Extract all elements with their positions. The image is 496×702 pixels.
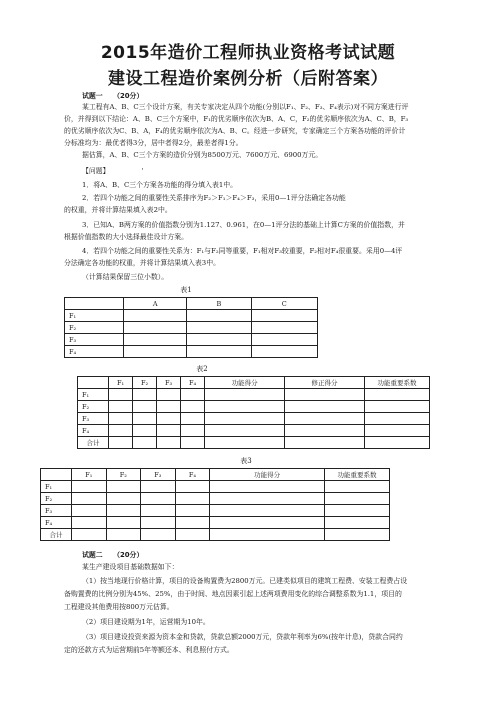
table-row xyxy=(78,389,430,401)
table-cell xyxy=(187,346,251,358)
table-cell xyxy=(181,401,205,413)
table-cell xyxy=(157,401,181,413)
table-header-cell: 修正得分 xyxy=(285,377,365,389)
q2-text-line: 工程建设其他费用按800万元估算。 xyxy=(64,603,174,611)
table-cell xyxy=(181,425,205,437)
table-cell xyxy=(205,437,285,449)
q2-text-line: 某生产建设项目基础数据如下： xyxy=(82,563,179,571)
table-cell xyxy=(109,389,133,401)
table-header-cell xyxy=(78,377,109,389)
table-row xyxy=(41,517,390,529)
table-cell xyxy=(133,425,157,437)
row-label: F₂ xyxy=(65,322,124,334)
table1-caption: 表1 xyxy=(180,286,192,294)
row-label: F₁ xyxy=(78,389,109,401)
table-header-cell: F₂ xyxy=(106,469,141,481)
table-cell xyxy=(210,481,325,493)
row-label: F₄ xyxy=(65,346,124,358)
table-cell xyxy=(181,389,205,401)
table-cell xyxy=(72,517,107,529)
table-header-cell: F₂ xyxy=(133,377,157,389)
row-label: F₄ xyxy=(78,425,109,437)
table-header-cell: 功能重要系数 xyxy=(365,377,430,389)
table-cell xyxy=(365,401,430,413)
table-cell xyxy=(141,493,176,505)
row-label: F₃ xyxy=(78,413,109,425)
table-cell xyxy=(157,425,181,437)
q1-questions-heading: 【问题】 xyxy=(82,167,110,175)
table-header-row xyxy=(65,298,318,310)
row-label: F₁ xyxy=(41,481,72,493)
table-cell xyxy=(124,334,187,346)
table-cell xyxy=(133,389,157,401)
table-header-cell xyxy=(65,298,124,310)
table-cell xyxy=(210,529,325,541)
q2-text-line: （3）项目建设投资来源为资本金和贷款，贷款总额2000万元，贷款年利率为6%(按年计息)，贷款合同约 xyxy=(82,633,403,641)
table-cell xyxy=(285,389,365,401)
table-cell xyxy=(187,322,251,334)
table-header-cell: 功能得分 xyxy=(205,377,285,389)
q1-question-4-cont: 分法确定各功能的权重，并将计算结果填入表3中。 xyxy=(64,259,220,267)
table-cell xyxy=(106,481,141,493)
table-header-cell: B xyxy=(187,298,251,310)
q1-points: （20分） xyxy=(113,92,144,100)
row-label: 合计 xyxy=(41,529,72,541)
table-cell xyxy=(325,481,390,493)
table-cell xyxy=(210,505,325,517)
table-cell xyxy=(325,529,390,541)
table-cell xyxy=(109,401,133,413)
table-header-cell: F₃ xyxy=(157,377,181,389)
table-cell xyxy=(205,425,285,437)
table-cell xyxy=(141,529,176,541)
q1-question-4: 4．若四个功能之间的重要性关系为：F₁与F₂同等重要，F₁相对F₃较重要，F₂相对F₄很重要。采用0—4评 xyxy=(82,247,403,255)
table-cell xyxy=(109,437,133,449)
table-row xyxy=(78,401,430,413)
table-row xyxy=(41,505,390,517)
document-title: 2015年造价工程师执业资格考试试题 xyxy=(100,43,396,63)
table-cell xyxy=(251,346,317,358)
table-cell xyxy=(133,437,157,449)
table-cell xyxy=(365,413,430,425)
table-cell xyxy=(365,437,430,449)
q1-question-1: 1．将A、B、C三个方案各功能的得分填入表1中。 xyxy=(82,181,238,189)
table-row xyxy=(65,310,318,322)
table-row xyxy=(65,322,318,334)
table-cell xyxy=(106,505,141,517)
table-header-row xyxy=(41,469,390,481)
q1-question-2: 2．若四个功能之间的重要性关系排序为F₂＞F₁＞F₄＞F₃，采用0—1评分法确定各功能 xyxy=(82,194,346,202)
table1 xyxy=(64,297,318,358)
table3-caption: 表3 xyxy=(240,457,252,465)
table-cell xyxy=(175,529,210,541)
table-row xyxy=(41,481,390,493)
q1-question-3-cont: 根据价值指数的大小选择最佳设计方案。 xyxy=(64,233,189,241)
row-label: 合计 xyxy=(78,437,109,449)
table-cell xyxy=(181,437,205,449)
table-cell xyxy=(251,310,317,322)
table-cell xyxy=(72,529,107,541)
table-cell xyxy=(124,346,187,358)
q1-heading-row xyxy=(82,91,462,101)
table-cell xyxy=(365,389,430,401)
q2-heading-row xyxy=(82,550,462,560)
table-cell xyxy=(141,505,176,517)
table-cell xyxy=(141,481,176,493)
table-header-cell: A xyxy=(124,298,187,310)
table-header-cell: F₁ xyxy=(109,377,133,389)
table-cell xyxy=(325,505,390,517)
table-cell xyxy=(187,334,251,346)
table-header-cell: 功能得分 xyxy=(210,469,325,481)
table-cell xyxy=(72,505,107,517)
table-row xyxy=(41,493,390,505)
table-cell xyxy=(157,437,181,449)
table-cell xyxy=(106,529,141,541)
row-label: F₁ xyxy=(65,310,124,322)
table-cell xyxy=(210,517,325,529)
table-cell xyxy=(157,413,181,425)
row-label: F₂ xyxy=(78,401,109,413)
table-header-cell: F₄ xyxy=(181,377,205,389)
table-cell xyxy=(205,401,285,413)
table-header-cell: C xyxy=(251,298,317,310)
table-cell xyxy=(106,517,141,529)
table-row xyxy=(65,334,318,346)
q2-text-line: 定的还款方式为运营期前5年等额还本、利息照付方式。 xyxy=(64,646,234,654)
q1-questions-heading-row xyxy=(82,166,462,176)
q1-stray-mark: ' xyxy=(141,167,144,175)
q2-points: （20分） xyxy=(113,551,144,559)
q2-text-line: 备购置费的比例分别为45%、25%，由于时间、地点因素引起上述两项费用变化的综合调整系数为1.1，项目的 xyxy=(64,590,402,598)
table-row xyxy=(78,437,430,449)
table-row xyxy=(65,346,318,358)
table3 xyxy=(40,468,390,541)
table-cell xyxy=(251,322,317,334)
document-subtitle: 建设工程造价案例分析（后附答案） xyxy=(108,69,388,89)
table-cell xyxy=(124,310,187,322)
table2 xyxy=(77,376,430,449)
q2-heading: 试题二 xyxy=(82,551,103,559)
table-cell xyxy=(124,322,187,334)
row-label: F₃ xyxy=(65,334,124,346)
row-label: F₄ xyxy=(41,517,72,529)
q1-rounding-note: （计算结果保留三位小数）。 xyxy=(82,273,169,281)
table-cell xyxy=(157,389,181,401)
table-header-cell xyxy=(41,469,72,481)
table-cell xyxy=(72,493,107,505)
table-cell xyxy=(106,493,141,505)
table-cell xyxy=(72,481,107,493)
table-cell xyxy=(285,413,365,425)
q1-heading: 试题一 xyxy=(82,92,103,100)
table2-caption: 表2 xyxy=(196,365,208,373)
q1-question-3: 3．已知A、B两方案的价值指数分别为1.127、0.961，在0—1评分法的基础上计算C方案的价值指数，并 xyxy=(82,221,405,229)
table-row xyxy=(41,529,390,541)
table-cell xyxy=(325,493,390,505)
row-label: F₃ xyxy=(41,505,72,517)
table-cell xyxy=(187,310,251,322)
table-cell xyxy=(133,401,157,413)
q1-text-line: 分标准均为：最优者得3分，居中者得2分，最差者得1分。 xyxy=(64,139,243,147)
table-row xyxy=(78,425,430,437)
table-cell xyxy=(109,425,133,437)
table-header-row xyxy=(78,377,430,389)
table-cell xyxy=(109,413,133,425)
q1-question-2-cont: 的权重，并将计算结果填入表2中。 xyxy=(64,206,172,214)
table-cell xyxy=(205,389,285,401)
table-cell xyxy=(175,505,210,517)
q1-text-line: 据估算，A、B、C三个方案的造价分别为8500万元、7600万元、6900万元。 xyxy=(82,151,323,159)
table-cell xyxy=(133,413,157,425)
table-cell xyxy=(285,401,365,413)
table-header-cell: 功能重要系数 xyxy=(325,469,390,481)
table-header-cell: F₃ xyxy=(141,469,176,481)
table-cell xyxy=(175,493,210,505)
table-header-cell: F₄ xyxy=(175,469,210,481)
q2-text-line: （2）项目建设期为1年，运营期为10年。 xyxy=(82,618,210,626)
table-cell xyxy=(251,334,317,346)
q1-text-line: 某工程有A、B、C三个设计方案，有关专家决定从四个功能(分别以F₁、F₂、F₃、F₄表示)对不同方案进行评 xyxy=(82,103,409,111)
table-cell xyxy=(325,517,390,529)
table-cell xyxy=(285,425,365,437)
table-cell xyxy=(175,481,210,493)
table-cell xyxy=(285,437,365,449)
q1-text-line: 的优劣顺序依次为C、B、A，F₄的优劣顺序依次为A、B、C。经进一步研究，专家确定三个方案各功能的评价计 xyxy=(64,127,406,135)
table-row xyxy=(78,413,430,425)
row-label: F₂ xyxy=(41,493,72,505)
table-cell xyxy=(210,493,325,505)
table-cell xyxy=(175,517,210,529)
table-cell xyxy=(181,413,205,425)
q1-text-line: 价，并得到以下结论：A、B、C三个方案中，F₁的优劣顺序依次为B、A、C，F₂的优劣顺序依次为A、C、B，F₃ xyxy=(64,115,409,123)
table-cell xyxy=(205,413,285,425)
q2-text-line: （1）按当地现行价格计算，项目的设备购置费为2800万元。已建类似项目的建筑工程费、安装工程费占设 xyxy=(82,577,408,585)
table-cell xyxy=(365,425,430,437)
table-cell xyxy=(141,517,176,529)
table-header-cell: F₁ xyxy=(72,469,107,481)
